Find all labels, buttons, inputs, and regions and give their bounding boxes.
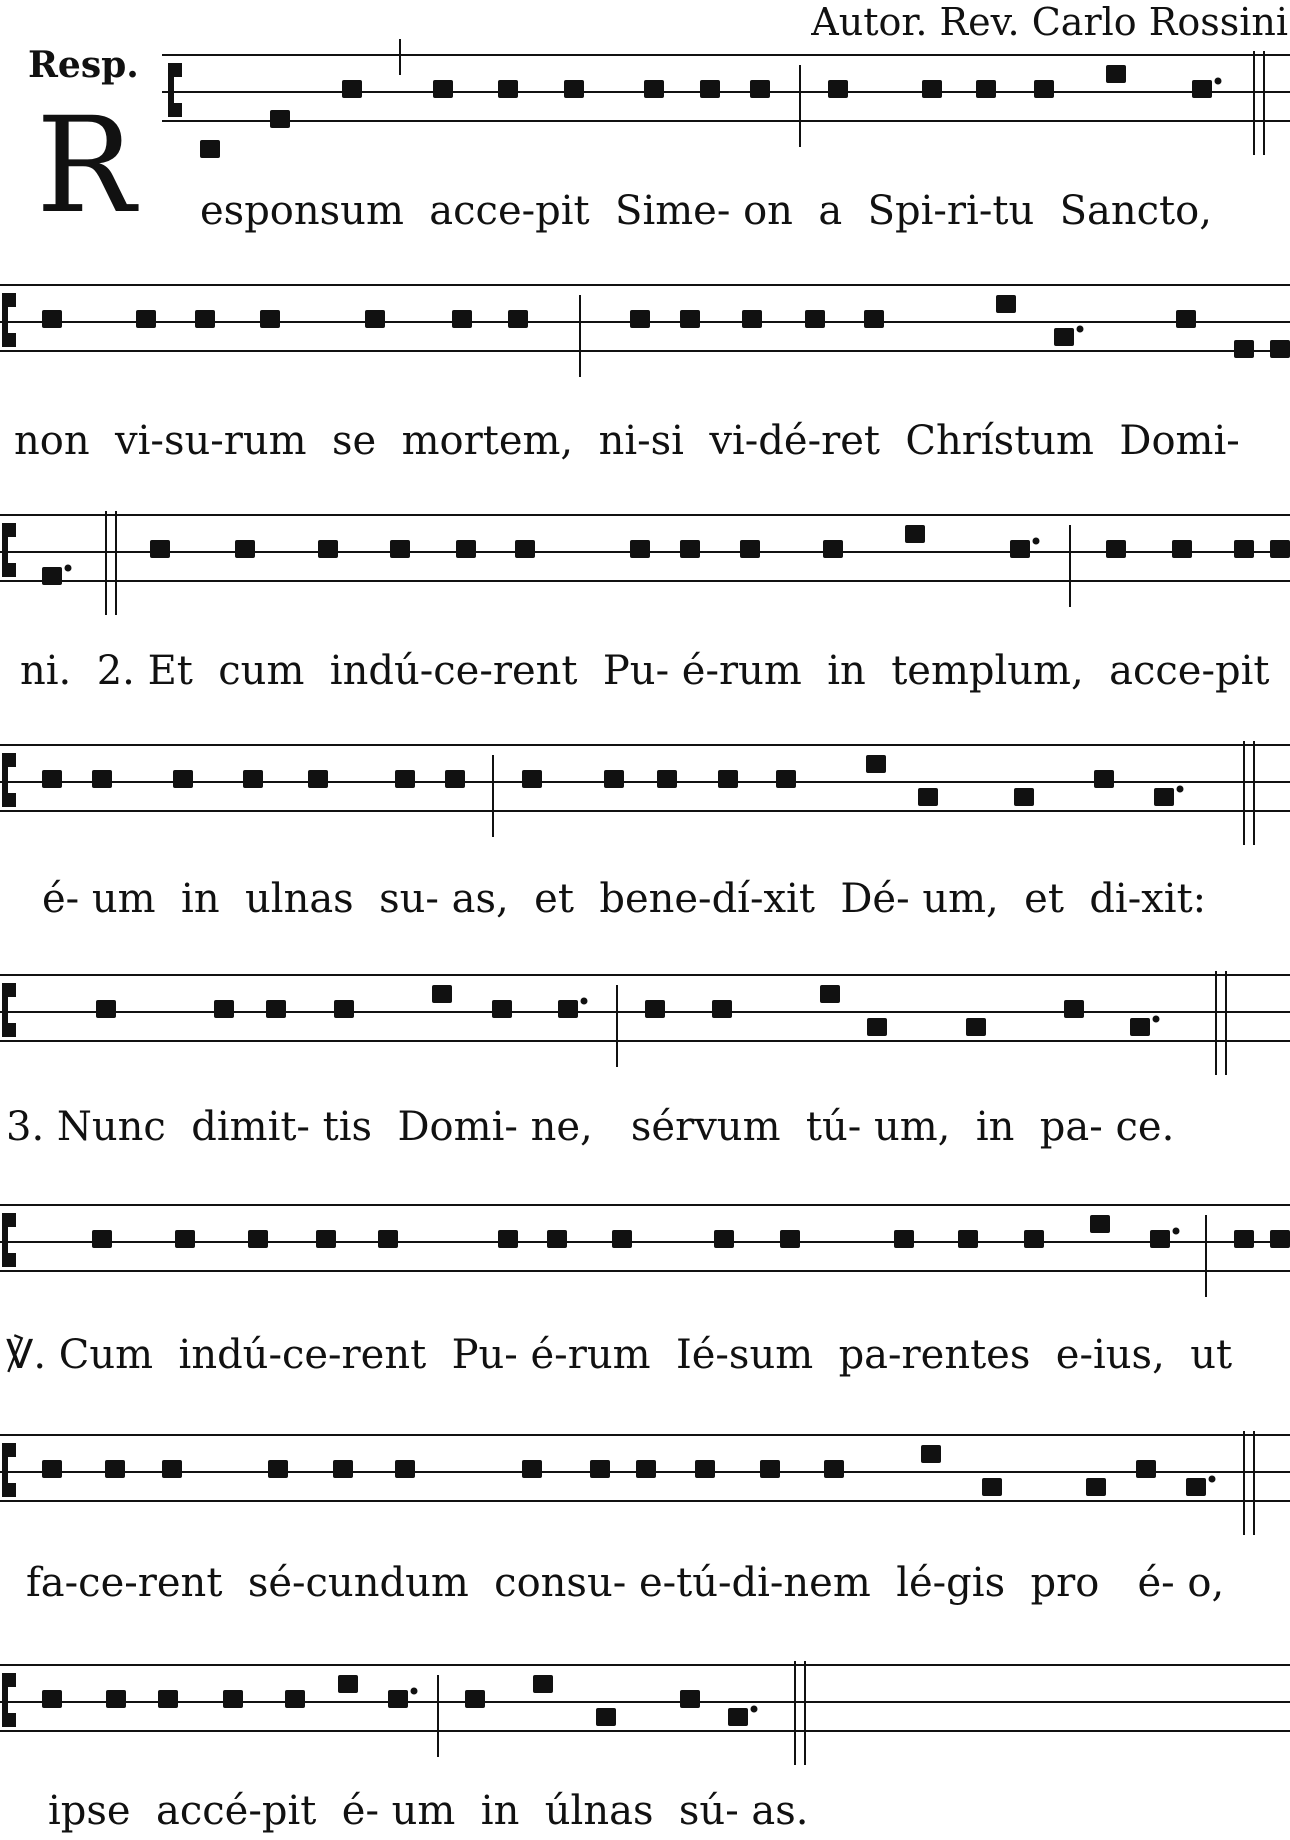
neume-note [1106, 540, 1126, 558]
dot-icon [1215, 78, 1222, 85]
neume-note [175, 1230, 195, 1248]
neume-note [96, 1000, 116, 1018]
neume-note [630, 540, 650, 558]
neume-note [316, 1230, 336, 1248]
neume-note [680, 540, 700, 558]
dot-icon [1177, 786, 1184, 793]
neume-note [1270, 540, 1290, 558]
neume-note [820, 985, 840, 1003]
neume-note [780, 1230, 800, 1248]
neume-note [645, 1000, 665, 1018]
neume-note [214, 1000, 234, 1018]
neume-note [918, 788, 938, 806]
neume-note [308, 770, 328, 788]
neume-note [452, 310, 472, 328]
neume-note [590, 1460, 610, 1478]
neume-note [1150, 1230, 1170, 1248]
neume-note [824, 1460, 844, 1478]
neume-note [547, 1230, 567, 1248]
neume-note [1270, 340, 1290, 358]
neume-note [318, 540, 338, 558]
neume-note [1176, 310, 1196, 328]
neume-note [498, 80, 518, 98]
neume-note [42, 1460, 62, 1478]
dot-icon [1209, 1476, 1216, 1483]
neume-note [828, 80, 848, 98]
neume-note [498, 1230, 518, 1248]
neume-note [92, 1230, 112, 1248]
responsory-label: Resp. [28, 44, 139, 86]
dot-icon [581, 998, 588, 1005]
neume-note [1014, 788, 1034, 806]
neume-note [1234, 540, 1254, 558]
neume-note [42, 310, 62, 328]
dot-icon [751, 1706, 758, 1713]
neume-note [235, 540, 255, 558]
neume-note [395, 1460, 415, 1478]
neume-note [243, 770, 263, 788]
neume-note [921, 1445, 941, 1463]
neume-note [1192, 80, 1212, 98]
neume-note [712, 1000, 732, 1018]
neume-note [223, 1690, 243, 1708]
clef-icon [168, 63, 182, 117]
neume-note [718, 770, 738, 788]
clef-icon [2, 753, 16, 807]
neume-note [433, 80, 453, 98]
clef-icon [2, 523, 16, 577]
dot-icon [1033, 538, 1040, 545]
neume-note [388, 1690, 408, 1708]
neume-note [750, 80, 770, 98]
neume-note [42, 1690, 62, 1708]
neume-note [395, 770, 415, 788]
neume-note [867, 1018, 887, 1036]
neume-note [1136, 1460, 1156, 1478]
neume-note [158, 1690, 178, 1708]
neume-note [1270, 1230, 1290, 1248]
neume-note [958, 1230, 978, 1248]
neume-note [905, 525, 925, 543]
neume-note [522, 1460, 542, 1478]
neume-note [1054, 328, 1074, 346]
initial-letter: R [36, 89, 136, 243]
neume-note [644, 80, 664, 98]
author-credit: Autor. Rev. Carlo Rossini [811, 0, 1288, 44]
neume-note [1064, 1000, 1084, 1018]
neume-note [1234, 340, 1254, 358]
neume-note [338, 1675, 358, 1693]
lyric-line-2: non vi-su-rum se mortem, ni-si vi-dé-ret Chrístum Domi- [14, 418, 1240, 464]
neume-note [564, 80, 584, 98]
lyric-line-3: ni. 2. Et cum indú-ce-rent Pu- é-rum in templum, acce-pit [20, 648, 1270, 694]
neume-note [42, 770, 62, 788]
dot-icon [65, 565, 72, 572]
neume-note [1034, 80, 1054, 98]
neume-note [136, 310, 156, 328]
neume-note [680, 1690, 700, 1708]
neume-note [864, 310, 884, 328]
neume-note [390, 540, 410, 558]
neume-note [636, 1460, 656, 1478]
neume-note [823, 540, 843, 558]
clef-icon [2, 1443, 16, 1497]
neume-note [333, 1460, 353, 1478]
neume-note [266, 1000, 286, 1018]
neume-note [700, 80, 720, 98]
neume-note [162, 1460, 182, 1478]
neume-note [378, 1230, 398, 1248]
lyric-line-7: fa-ce-rent sé-cundum consu- e-tú-di-nem lé-gis pro é- o, [26, 1560, 1225, 1606]
neume-note [105, 1460, 125, 1478]
neume-note [508, 310, 528, 328]
neume-note [894, 1230, 914, 1248]
neume-note [1024, 1230, 1044, 1248]
neume-note [1130, 1018, 1150, 1036]
lyric-line-4: é- um in ulnas su- as, et bene-dí-xit Dé- um, et di-xit: [42, 876, 1207, 922]
dot-icon [1153, 1016, 1160, 1023]
neume-note [445, 770, 465, 788]
neume-note [728, 1708, 748, 1726]
neume-note [533, 1675, 553, 1693]
neume-note [612, 1230, 632, 1248]
neume-note [195, 310, 215, 328]
neume-note [714, 1230, 734, 1248]
neume-note [1154, 788, 1174, 806]
neume-note [657, 770, 677, 788]
neume-note [1234, 1230, 1254, 1248]
neume-note [334, 1000, 354, 1018]
neume-note [1090, 1215, 1110, 1233]
neume-note [365, 310, 385, 328]
lyric-line-5: 3. Nunc dimit- tis Domi- ne, sérvum tú- um, in pa- ce. [6, 1104, 1175, 1150]
neume-note [200, 140, 220, 158]
neume-note [1172, 540, 1192, 558]
neume-note [996, 295, 1016, 313]
neume-note [805, 310, 825, 328]
neume-note [92, 770, 112, 788]
neume-note [248, 1230, 268, 1248]
neume-note [866, 755, 886, 773]
neume-note [966, 1018, 986, 1036]
neume-note [558, 1000, 578, 1018]
neume-note [695, 1460, 715, 1478]
neume-note [42, 567, 62, 585]
neume-note [515, 540, 535, 558]
neume-note [742, 310, 762, 328]
neume-note [173, 770, 193, 788]
neume-note [630, 310, 650, 328]
neume-note [522, 770, 542, 788]
neume-note [260, 310, 280, 328]
dot-icon [411, 1688, 418, 1695]
neume-note [1086, 1478, 1106, 1496]
neume-note [268, 1460, 288, 1478]
clef-icon [2, 1213, 16, 1267]
neume-note [1010, 540, 1030, 558]
neume-note [456, 540, 476, 558]
neume-note [976, 80, 996, 98]
neume-note [150, 540, 170, 558]
clef-icon [2, 293, 16, 347]
neume-note [342, 80, 362, 98]
neume-note [432, 985, 452, 1003]
neume-note [776, 770, 796, 788]
lyric-line-1: esponsum acce-pit Sime- on a Spi-ri-tu Sancto, [200, 188, 1212, 234]
neume-note [285, 1690, 305, 1708]
neume-note [465, 1690, 485, 1708]
lyric-line-8: ipse accé-pit é- um in úlnas sú- as. [48, 1788, 809, 1834]
neume-note [604, 770, 624, 788]
neume-note [760, 1460, 780, 1478]
neume-note [270, 110, 290, 128]
dot-icon [1173, 1228, 1180, 1235]
neume-note [982, 1478, 1002, 1496]
lyric-line-6: ℣. Cum indú-ce-rent Pu- é-rum Ié-sum pa-rentes e-ius, ut [6, 1332, 1233, 1378]
neume-note [106, 1690, 126, 1708]
neume-note [492, 1000, 512, 1018]
dot-icon [1077, 326, 1084, 333]
neume-note [1094, 770, 1114, 788]
neume-note [1186, 1478, 1206, 1496]
neume-note [596, 1708, 616, 1726]
clef-icon [2, 983, 16, 1037]
neume-note [680, 310, 700, 328]
neume-note [1106, 65, 1126, 83]
neume-note [922, 80, 942, 98]
neume-note [740, 540, 760, 558]
clef-icon [2, 1673, 16, 1727]
